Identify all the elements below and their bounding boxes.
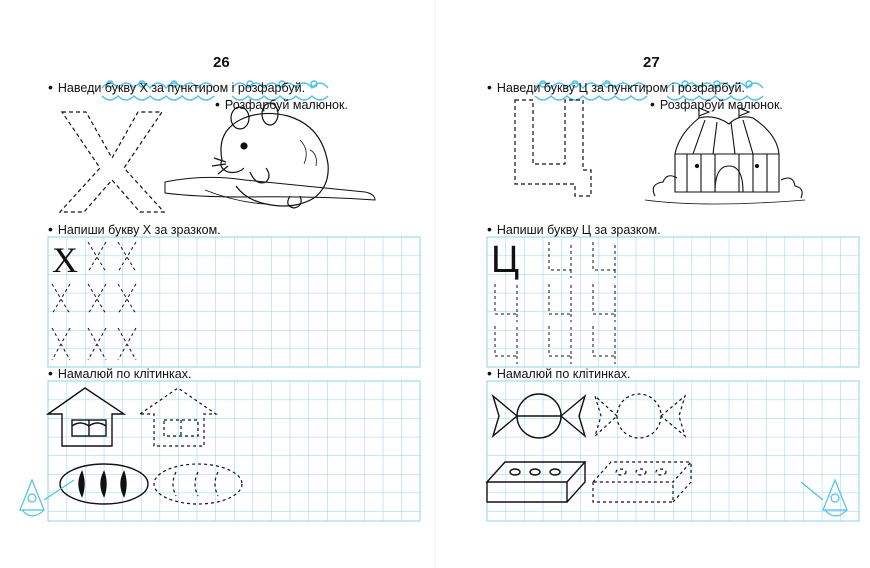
sample-letter-kha: Х [52, 240, 78, 280]
task-trace-text: Наведи букву Ц за пунктиром і розфарбуй. [496, 81, 745, 95]
task-trace-letter: • Наведи букву Х за пунктиром і розфарбуй. [48, 79, 306, 95]
pencil-character-right [435, 0, 870, 568]
task-draw-cells: • Намалюй по клітинках. [487, 365, 631, 381]
page-number: 26 [213, 54, 230, 71]
task-write-text: Напиши букву Х за зразком. [57, 223, 221, 237]
task-draw-text: Намалюй по клітинках. [57, 367, 192, 381]
task-color-picture: • Розфарбуй малюнок. [650, 96, 783, 112]
task-color-text: Розфарбуй малюнок. [659, 98, 783, 112]
task-write-letter: • Напиши букву Х за зразком. [48, 221, 221, 237]
task-color-picture: • Розфарбуй малюнок. [215, 96, 348, 112]
task-trace-letter: • Наведи букву Ц за пунктиром і розфарбуй. [487, 79, 745, 95]
task-color-text: Розфарбуй малюнок. [224, 98, 348, 112]
page-number: 27 [643, 54, 660, 71]
task-trace-text: Наведи букву Х за пунктиром і розфарбуй. [57, 81, 306, 95]
task-write-text: Напиши букву Ц за зразком. [496, 223, 661, 237]
page-right [435, 0, 870, 568]
task-draw-cells: • Намалюй по клітинках. [48, 365, 192, 381]
task-draw-text: Намалюй по клітинках. [496, 367, 631, 381]
sample-letter-tse: Ц [491, 239, 520, 281]
task-write-letter: • Напиши букву Ц за зразком. [487, 221, 661, 237]
